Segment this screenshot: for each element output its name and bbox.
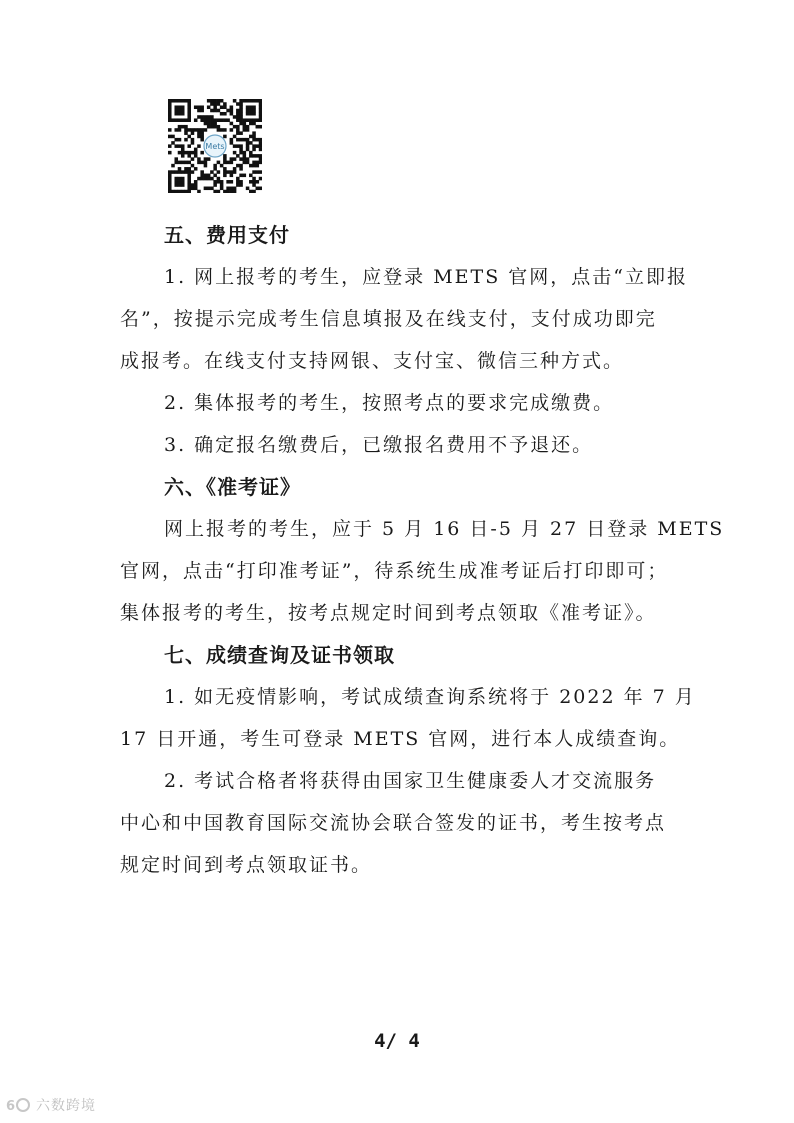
paragraph-line: 集体报考的考生，按考点规定时间到考点领取《准考证》。 [120,602,657,624]
paragraph [120,508,725,634]
paragraph-line: 成报考。在线支付支持网银、支付宝、微信三种方式。 [120,350,625,372]
paragraph-line: 2. 考试合格者将获得由国家卫生健康委人才交流服务 [164,770,657,792]
qr-center-logo-text: Mets [205,142,225,151]
paragraph [120,256,688,382]
paragraph-line: 3. 确定报名缴费后，已缴报名费用不予退还。 [164,434,594,456]
paragraph [120,760,680,886]
paragraph-line: 中心和中国教育国际交流协会联合签发的证书，考生按考点 [120,812,667,834]
svg-text:6: 6 [6,1099,16,1114]
paragraph [120,676,696,760]
section-score-certificate [120,634,696,886]
page-number: 4/ 4 [374,1030,420,1052]
paragraph-line: 规定时间到考点领取证书。 [120,854,373,876]
section-fee-payment [120,214,688,466]
section-admission-ticket [120,466,725,634]
paragraph [120,382,680,424]
paragraph-line: 名”，按提示完成考生信息填报及在线支付，支付成功即完 [120,308,657,330]
document-body [120,214,725,886]
paragraph-line: 17 日开通，考生可登录 METS 官网，进行本人成绩查询。 [120,728,681,750]
paragraph-line: 官网，点击“打印准考证”，待系统生成准考证后打印即可； [120,560,669,582]
paragraph-line: 1. 网上报考的考生，应登录 METS 官网，点击“立即报 [164,266,688,288]
qr-code-image [168,99,262,193]
paragraph-line: 2. 集体报考的考生，按照考点的要求完成缴费。 [164,392,615,414]
watermark-text: 六数跨境 [36,1098,96,1114]
watermark-mark-icon [6,1096,32,1114]
paragraph-line: 网上报考的考生，应于 5 月 16 日-5 月 27 日登录 METS [164,518,725,540]
section-heading: 六、《准考证》 [164,475,301,499]
qr-code[interactable] [168,99,262,193]
paragraph [120,424,680,466]
paragraph-line: 1. 如无疫情影响，考试成绩查询系统将于 2022 年 7 月 [164,686,696,708]
section-heading: 七、成绩查询及证书领取 [164,643,395,667]
watermark-logo [6,1094,116,1116]
section-heading: 五、费用支付 [164,223,290,247]
